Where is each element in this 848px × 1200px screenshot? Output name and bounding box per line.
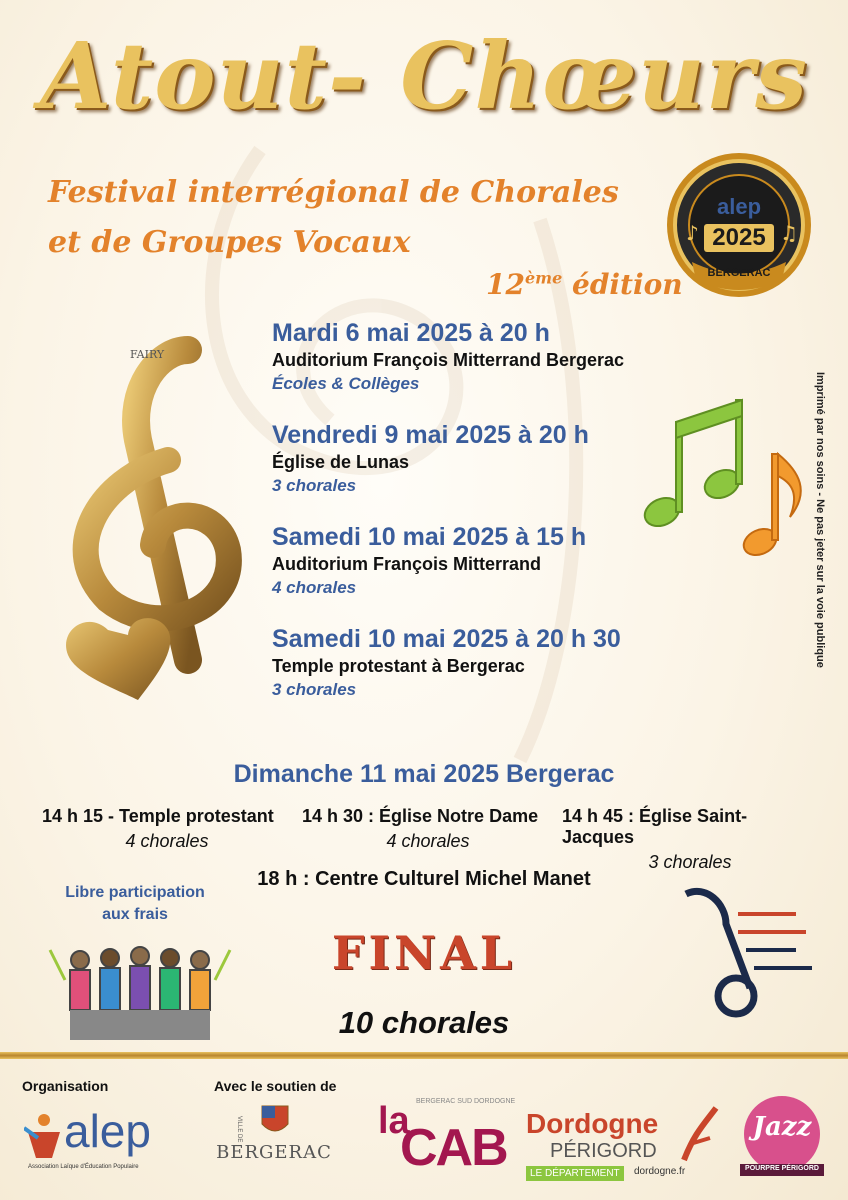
final-label: FINAL [331, 926, 517, 980]
slot-time: 14 h 15 - Temple protestant [42, 806, 274, 826]
event-3 [272, 522, 586, 600]
cab-la: la [378, 1100, 410, 1142]
soutien-label: Avec le soutien de [214, 1078, 337, 1094]
jazz-caption: POURPRE PÉRIGORD [745, 1165, 819, 1172]
event-note: 3 chorales [272, 680, 357, 699]
event-note: 4 chorales [272, 578, 357, 597]
sunday-slot-2 [302, 806, 554, 852]
event-1 [272, 318, 624, 396]
alep-figure-icon [24, 1110, 64, 1160]
sunday-slot-3 [562, 806, 818, 873]
free-participation [50, 882, 220, 926]
svg-text:FAIRY: FAIRY [130, 348, 165, 361]
event-date: Mardi 6 mai 2025 à 20 h [272, 319, 550, 347]
alep-2025-badge [664, 150, 814, 300]
sunday-heading: Dimanche 11 mai 2025 Bergerac [233, 760, 615, 788]
perigord-name: PÉRIGORD [550, 1140, 657, 1162]
alep-wordmark: alep [64, 1105, 151, 1157]
choir-singers-icon [40, 930, 240, 1050]
svg-text:♪: ♪ [686, 221, 699, 245]
subtitle-line-2: et de Groupes Vocaux [48, 225, 411, 260]
footer-divider [0, 1052, 848, 1059]
svg-text:♫: ♫ [780, 221, 798, 245]
treble-clef-heart-icon [38, 330, 258, 710]
bergerac-small: VILLE DE [236, 1116, 242, 1143]
badge-brand: alep [716, 194, 762, 219]
bergerac-crest-icon [260, 1104, 290, 1138]
slot-time: 14 h 30 : Église Notre Dame [302, 806, 539, 826]
dordogne-url: dordogne.fr [634, 1166, 686, 1177]
bergerac-logo [214, 1104, 334, 1174]
event-date: Samedi 10 mai 2025 à 20 h 30 [272, 625, 621, 653]
subtitle-line-1: Festival interrégional de Chorales [48, 175, 619, 210]
cab-small: BERGERAC SUD DORDOGNE [416, 1098, 516, 1105]
print-disclaimer: Imprimé par nos soins - Ne pas jeter sur la voie publique [814, 372, 826, 668]
music-note-lines-icon [676, 884, 816, 1024]
music-notes-icon [640, 392, 810, 562]
event-date: Samedi 10 mai 2025 à 15 h [272, 523, 587, 551]
dordogne-figure-icon [680, 1104, 720, 1164]
edition-number: 12 [486, 268, 525, 301]
event-place: Temple protestant à Bergerac [272, 656, 525, 676]
event-place: Auditorium François Mitterrand [272, 554, 542, 574]
cab-logo [378, 1098, 518, 1178]
slot-count: 4 chorales [386, 831, 470, 851]
slot-time: 14 h 45 : Église Saint-Jacques [562, 806, 748, 847]
dordogne-logo [526, 1104, 726, 1184]
event-date: Vendredi 9 mai 2025 à 20 h [272, 421, 589, 449]
bergerac-name: BERGERAC [216, 1142, 332, 1163]
poster-title: Atout- Chœurs [39, 22, 809, 130]
jazz-logo [736, 1094, 828, 1180]
edition-label [486, 268, 683, 301]
slot-count: 4 chorales [125, 831, 209, 851]
libre-line-1: Libre participation [65, 884, 205, 901]
alep-logo [24, 1104, 194, 1174]
festival-subtitle [48, 168, 619, 268]
sunday-slot-1 [42, 806, 292, 852]
event-4 [272, 624, 621, 702]
event-note: 3 chorales [272, 476, 357, 495]
badge-city: BERGERAC [707, 267, 771, 279]
event-note: Écoles & Collèges [272, 374, 420, 393]
event-place: Église de Lunas [272, 452, 410, 472]
edition-word: édition [572, 268, 683, 301]
cab-wordmark: CAB [400, 1119, 507, 1177]
event-place: Auditorium François Mitterrand Bergerac [272, 350, 625, 370]
slot-count: 3 chorales [648, 852, 732, 872]
badge-year: 2025 [704, 224, 774, 252]
alep-caption: Association Laïque d'Éducation Populaire [28, 1164, 139, 1170]
final-count: 10 chorales [338, 1005, 510, 1040]
departement-label: LE DÉPARTEMENT [526, 1166, 624, 1181]
event-2 [272, 420, 589, 498]
organisation-label: Organisation [22, 1078, 109, 1094]
jazz-wordmark: Jazz [752, 1112, 812, 1142]
final-time: 18 h : Centre Culturel Michel Manet [257, 868, 591, 890]
dordogne-name: Dordogne [526, 1108, 659, 1139]
edition-sup: ème [524, 268, 563, 288]
libre-line-2: aux frais [102, 906, 168, 923]
